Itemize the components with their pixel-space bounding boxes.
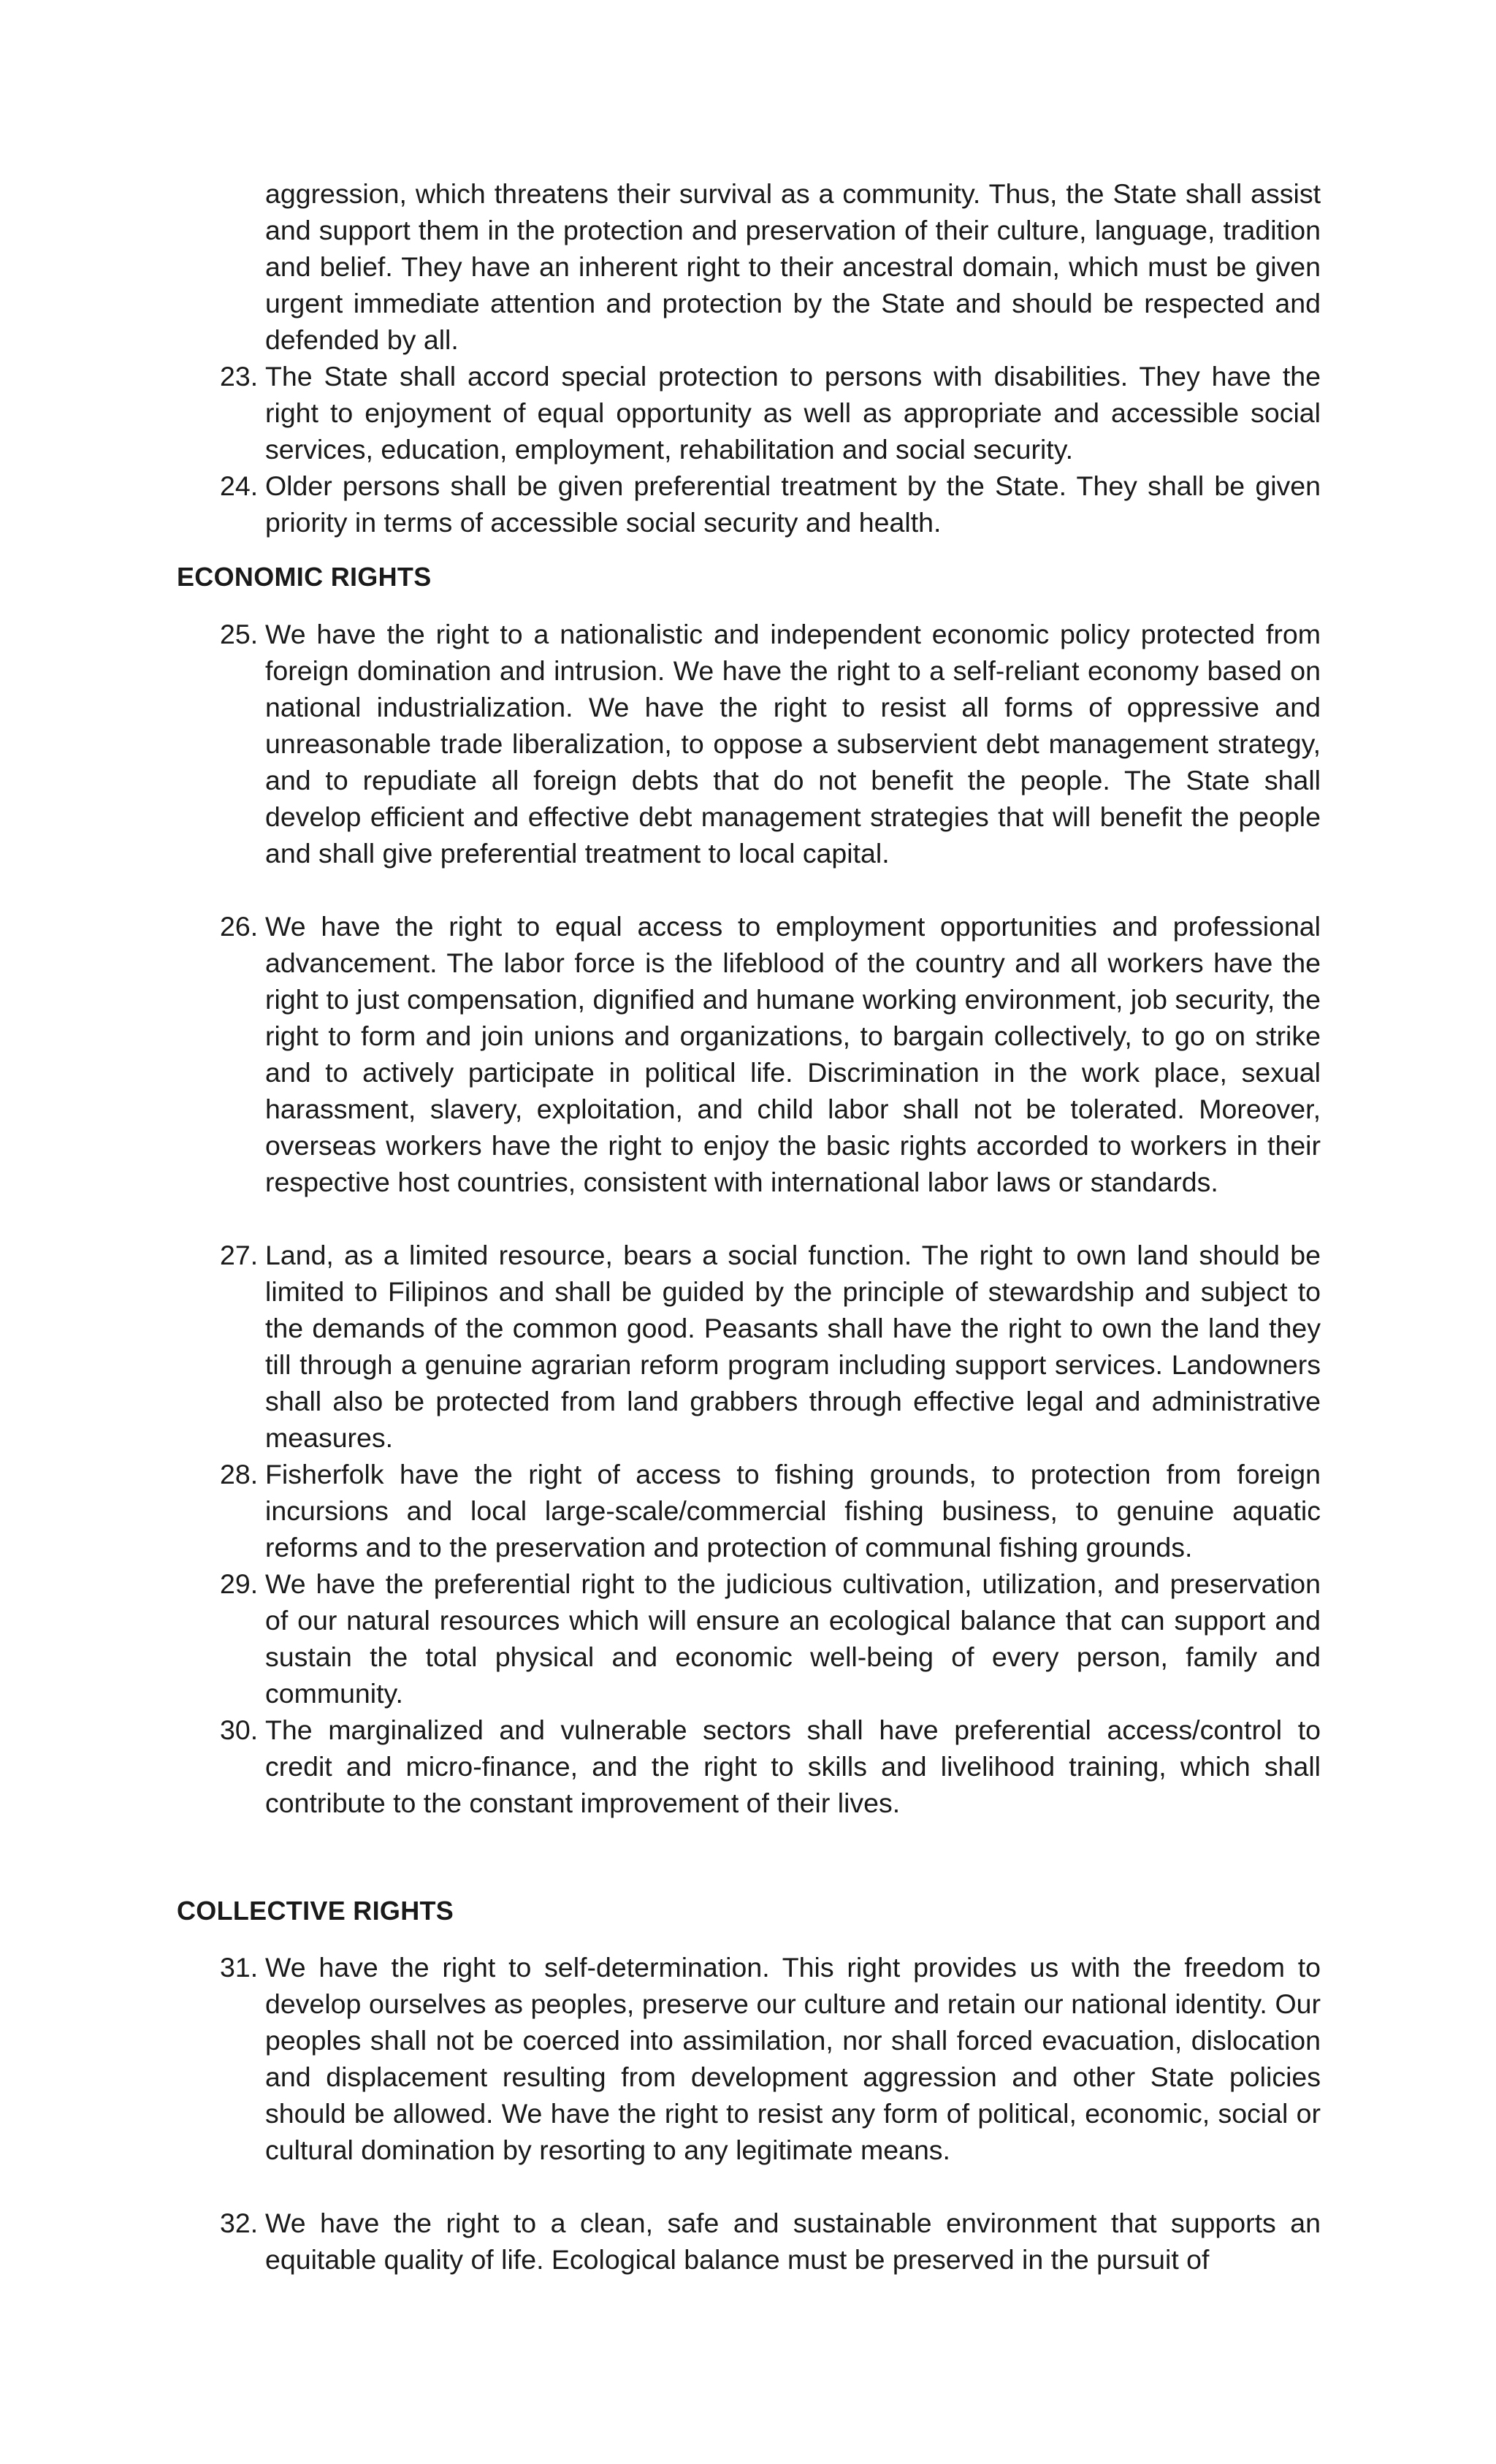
- item-number: 25.: [220, 619, 259, 649]
- list-item-26: [220, 908, 1321, 1200]
- item-text: The marginalized and vulnerable sectors shall have preferential access/control to credit and micro-finance, and the right to skills and livelihood training, which shall contribute to the constant improvement of their lives.: [265, 1714, 1321, 1818]
- item-text: We have the right to equal access to employment opportunities and professional advancement. The labor force is the lifeblood of the country and all workers have the right to just compensation, dignified and humane working environment, job security, the right to form and join unions and organizations, to bargain collectively, to go on strike and to actively participate in political life. Discrimination in the work place, sexual harassment, slavery, exploitation, and child labor shall not be tolerated. Moreover, overseas workers have the right to enjoy the basic rights accorded to workers in their respective host countries, consistent with international labor laws or standards.: [265, 911, 1321, 1197]
- item-text: We have the right to a clean, safe and sustainable environment that supports an equitable quality of life. Ecological balance must be preserved in the pursuit of: [265, 2208, 1321, 2275]
- list-item-31: [220, 1949, 1321, 2168]
- item-text: Older persons shall be given preferential treatment by the State. They shall be given priority in terms of accessible social security and health.: [265, 470, 1321, 538]
- list-item-28: [220, 1456, 1321, 1565]
- item-number: 27.: [220, 1240, 259, 1270]
- continued-paragraph: aggression, which threatens their survival as a community. Thus, the State shall assist and support them in the protection and preservation of their culture, language, tradition and belief. They have an inherent right to their ancestral domain, which must be given urgent immediate attention and protection by the State and should be respected and defended by all.: [265, 178, 1321, 355]
- item-number: 26.: [220, 911, 259, 942]
- item-number: 24.: [220, 470, 259, 501]
- item-number: 28.: [220, 1459, 259, 1490]
- item-number: 32.: [220, 2208, 259, 2238]
- item-number: 30.: [220, 1714, 259, 1745]
- item-number: 23.: [220, 361, 259, 392]
- item-text: Fisherfolk have the right of access to fishing grounds, to protection from foreign incursions and local large-scale/commercial fishing business, to genuine aquatic reforms and to the preservation and protection of communal fishing grounds.: [265, 1459, 1321, 1563]
- section-heading-collective-rights: COLLECTIVE RIGHTS: [177, 1896, 454, 1926]
- list-item-24: [220, 468, 1321, 541]
- item-text: Land, as a limited resource, bears a social function. The right to own land should be limited to Filipinos and shall be guided by the principle of stewardship and subject to the demands of the common good. Peasants shall have the right to own the land they till through a genuine agrarian reform program including support services. Landowners shall also be protected from land grabbers through effective legal and administrative measures.: [265, 1240, 1321, 1453]
- item-text: The State shall accord special protection to persons with disabilities. They have the right to enjoyment of equal opportunity as well as appropriate and accessible social services, education, employment, rehabilitation and social security.: [265, 361, 1321, 465]
- item-number: 29.: [220, 1568, 259, 1599]
- list-item-27: [220, 1237, 1321, 1456]
- list-item-23: [220, 358, 1321, 468]
- list-item-30: [220, 1712, 1321, 1821]
- list-item-32: [220, 2205, 1321, 2278]
- item-text: We have the preferential right to the judicious cultivation, utilization, and preservation of our natural resources which will ensure an ecological balance that can support and sustain the total physical and economic well-being of every person, family and community.: [265, 1568, 1321, 1709]
- list-item-29: [220, 1565, 1321, 1712]
- item-text: We have the right to a nationalistic and independent economic policy protected from foreign domination and intrusion. We have the right to a self-reliant economy based on national industrialization. We have the right to resist all forms of oppressive and unreasonable trade liberalization, to oppose a subservient debt management strategy, and to repudiate all foreign debts that do not benefit the people. The State shall develop efficient and effective debt management strategies that will benefit the people and shall give preferential treatment to local capital.: [265, 619, 1321, 869]
- item-text: We have the right to self-determination. This right provides us with the freedom to develop ourselves as peoples, preserve our culture and retain our national identity. Our peoples shall not be coerced into assimilation, nor shall forced evacuation, dislocation and displacement resulting from development aggression and other State policies should be allowed. We have the right to resist any form of political, economic, social or cultural domination by resorting to any legitimate means.: [265, 1952, 1321, 2165]
- item-number: 31.: [220, 1952, 259, 1983]
- section-heading-economic-rights: ECONOMIC RIGHTS: [177, 562, 432, 592]
- list-item-25: [220, 616, 1321, 871]
